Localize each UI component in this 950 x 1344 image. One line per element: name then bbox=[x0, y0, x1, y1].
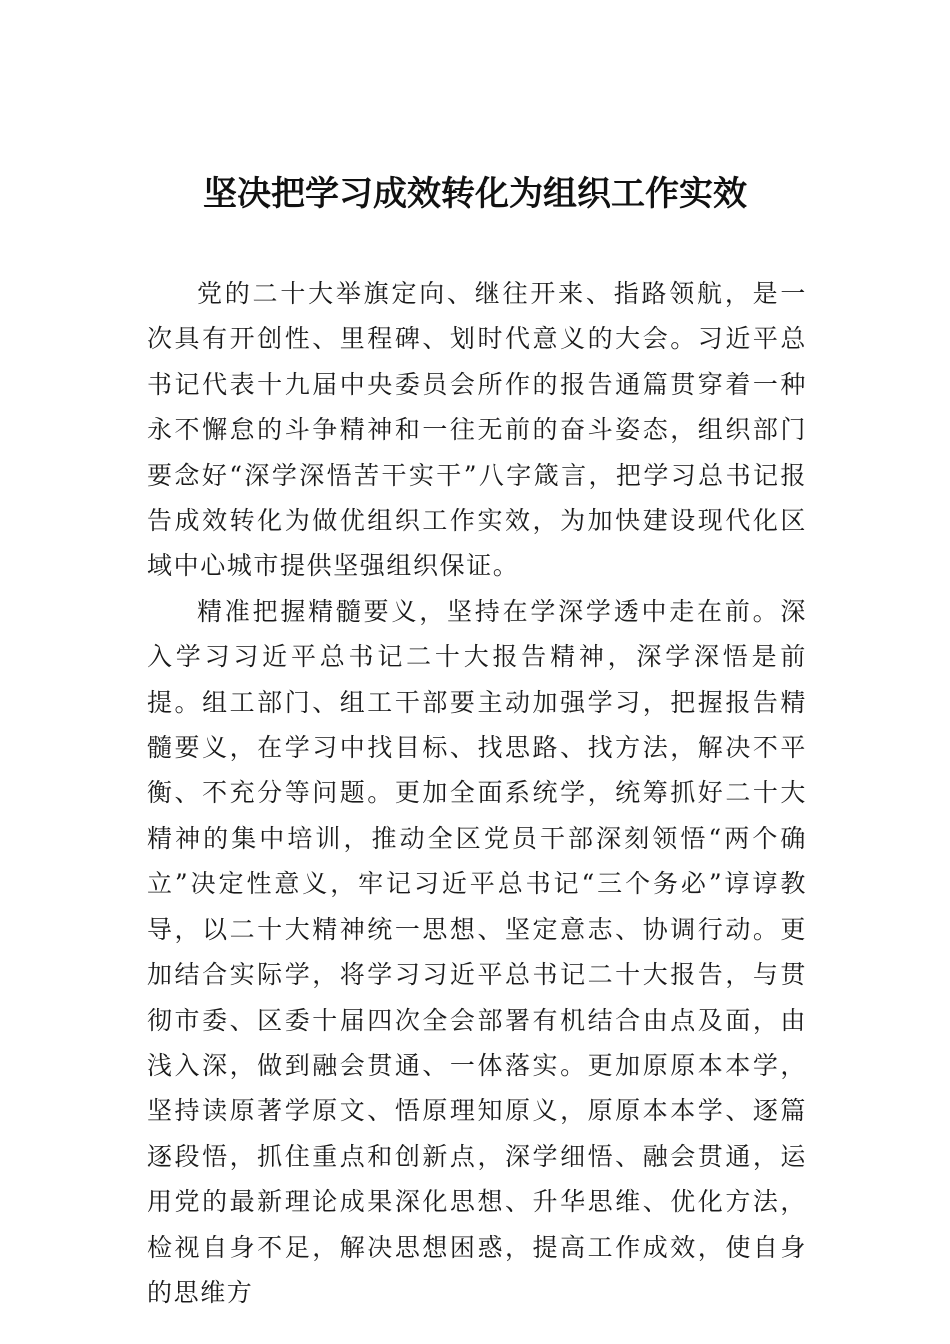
document-body bbox=[147, 271, 807, 1315]
paragraph: 精准把握精髓要义，坚持在学深学透中走在前。深入学习习近平总书记二十大报告精神，深学深悟是前提。组工部门、组工干部要主动加强学习，把握报告精髓要义，在学习中找目标、找思路、找方法，解决不平衡、不充分等问题。更加全面系统学，统筹抓好二十大精神的集中培训，推动全区党员干部深刻领悟“两个确立”决定性意义，牢记习近平总书记“三个务必”谆谆教导，以二十大精神统一思想、坚定意志、协调行动。更加结合实际学，将学习习近平总书记二十大报告，与贯彻市委、区委十届四次全会部署有机结合由点及面，由浅入深，做到融会贯通、一体落实。更加原原本本学，坚持读原著学原文、悟原理知原义，原原本本学、逐篇逐段悟，抓住重点和创新点，深学细悟、融会贯通，运用党的最新理论成果深化思想、升华思维、优化方法，检视自身不足，解决思想困惑，提高工作成效，使自身的思维方 bbox=[147, 596, 807, 1307]
document-title: 坚决把学习成效转化为组织工作实效 bbox=[203, 174, 747, 214]
paragraph: 党的二十大举旗定向、继往开来、指路领航，是一次具有开创性、里程碑、划时代意义的大会。习近平总书记代表十九届中央委员会所作的报告通篇贯穿着一种永不懈怠的斗争精神和一往无前的奋斗姿态，组织部门要念好“深学深悟苦干实干”八字箴言，把学习总书记报告成效转化为做优组织工作实效，为加快建设现代化区域中心城市提供坚强组织保证。 bbox=[147, 279, 807, 581]
